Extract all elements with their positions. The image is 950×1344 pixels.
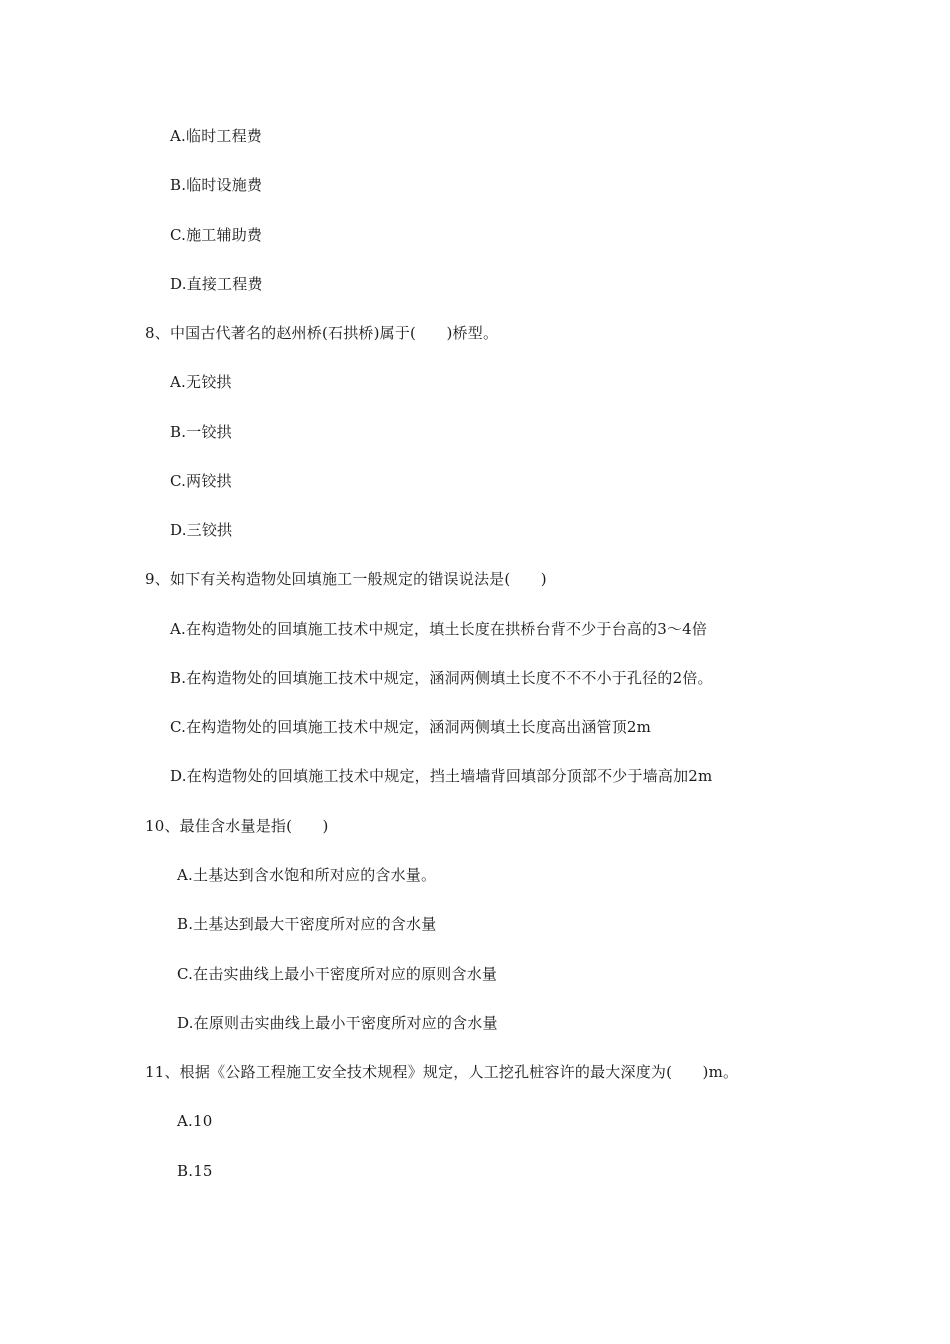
q8-option-b: B.一铰拱 (170, 423, 232, 441)
q11-stem: 11、根据《公路工程施工安全技术规程》规定，人工挖孔桩容许的最大深度为( )m。 (145, 1063, 739, 1081)
q10-option-c: C.在击实曲线上最小干密度所对应的原则含水量 (177, 965, 498, 983)
q11-option-a: A.10 (177, 1112, 213, 1130)
q7-option-d: D.直接工程费 (170, 275, 263, 293)
q8-option-d: D.三铰拱 (170, 521, 233, 539)
q9-option-b: B.在构造物处的回填施工技术中规定，涵洞两侧填土长度不不不小于孔径的2倍。 (170, 669, 713, 687)
q9-option-d: D.在构造物处的回填施工技术中规定，挡土墙墙背回填部分顶部不少于墙高加2m (170, 767, 713, 785)
q7-option-a: A.临时工程费 (170, 127, 263, 145)
q7-option-b: B.临时设施费 (170, 176, 263, 194)
q9-option-a: A.在构造物处的回填施工技术中规定，填土长度在拱桥台背不少于台高的3～4倍 (170, 620, 708, 638)
q9-stem: 9、如下有关构造物处回填施工一般规定的错误说法是( ) (145, 570, 547, 588)
q8-option-c: C.两铰拱 (170, 472, 232, 490)
q10-option-b: B.土基达到最大干密度所对应的含水量 (177, 915, 437, 933)
q10-option-d: D.在原则击实曲线上最小干密度所对应的含水量 (177, 1014, 498, 1032)
q10-option-a: A.土基达到含水饱和所对应的含水量。 (177, 866, 437, 884)
q8-stem: 8、中国古代著名的赵州桥(石拱桥)属于( )桥型。 (145, 324, 499, 342)
q11-option-b: B.15 (177, 1162, 213, 1180)
q8-option-a: A.无铰拱 (170, 373, 232, 391)
q9-option-c: C.在构造物处的回填施工技术中规定，涵洞两侧填土长度高出涵管顶2m (170, 718, 652, 736)
q10-stem: 10、最佳含水量是指( ) (145, 817, 329, 835)
q7-option-c: C.施工辅助费 (170, 226, 263, 244)
